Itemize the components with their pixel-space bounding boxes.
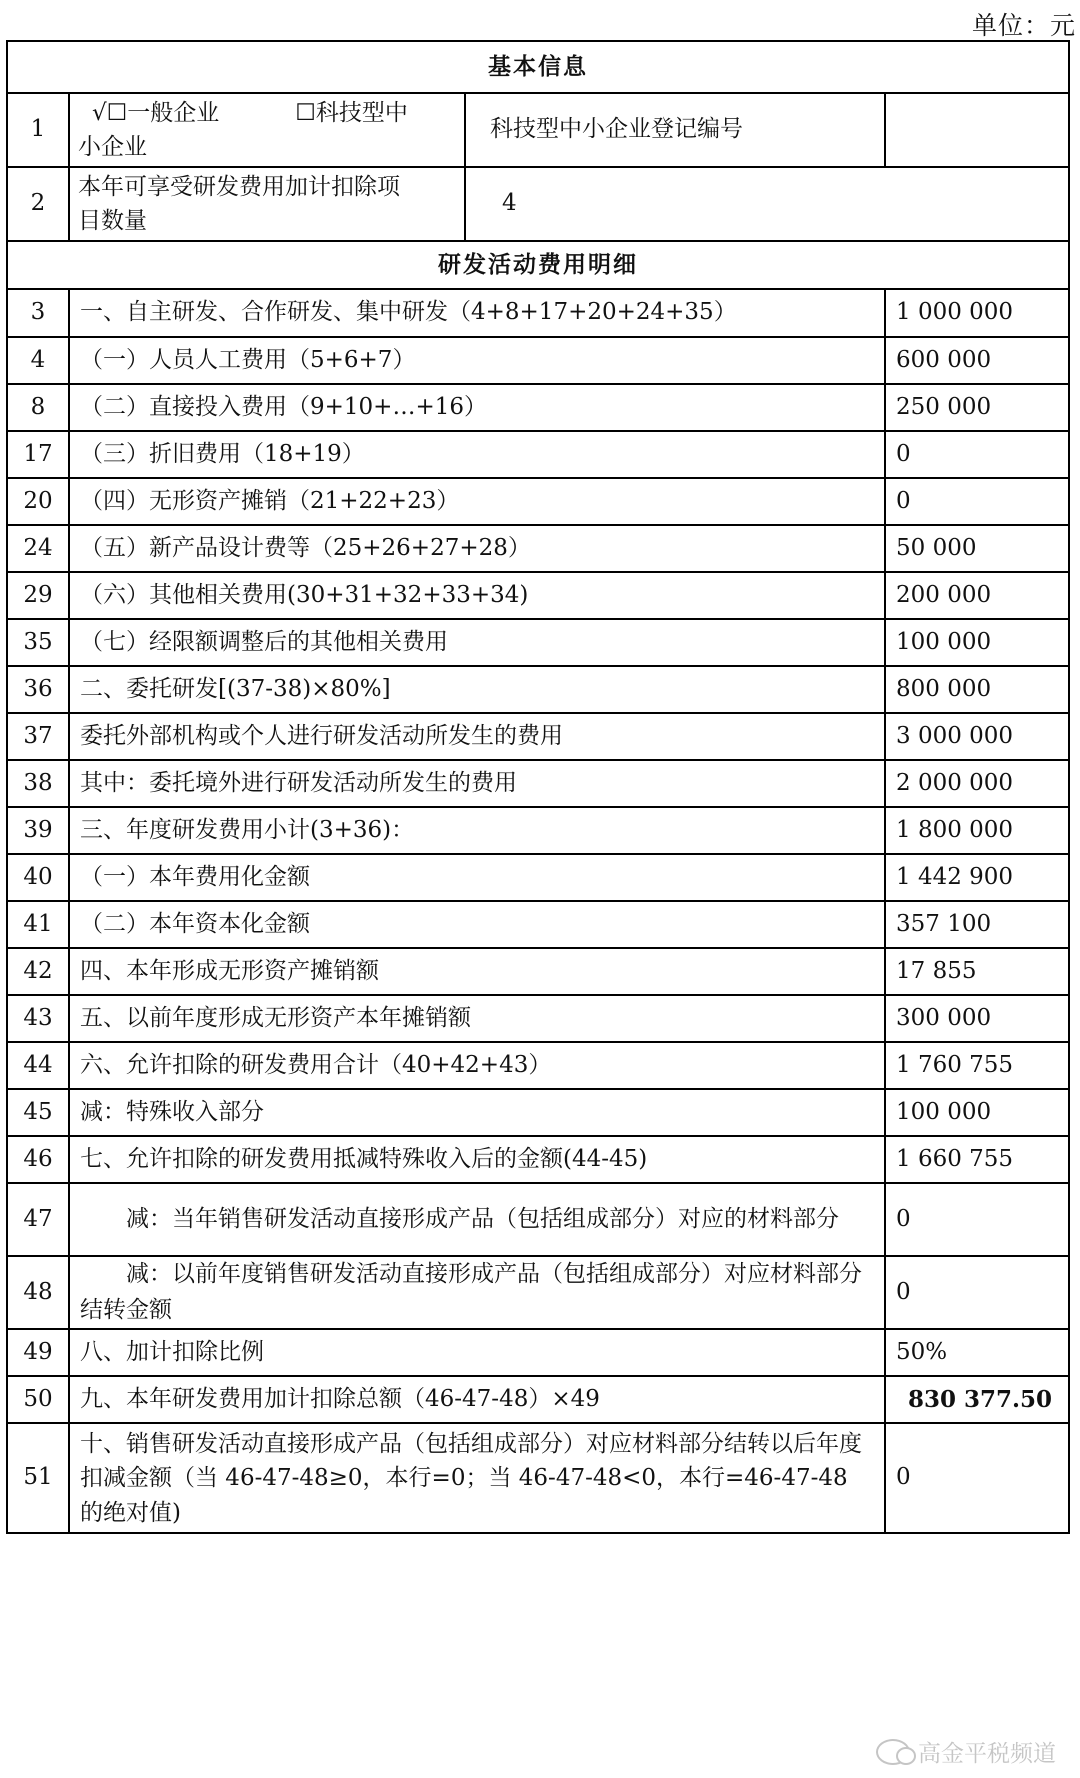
row-number: 1	[7, 93, 69, 167]
row-number: 41	[7, 901, 69, 948]
row-value[interactable]: 200 000	[885, 572, 1069, 619]
row-value[interactable]: 3 000 000	[885, 713, 1069, 760]
row-label: （二）直接投入费用（9+10+…+16）	[69, 384, 885, 431]
row-value[interactable]: 800 000	[885, 666, 1069, 713]
row-label: 二、委托研发[(37-38)×80%]	[69, 666, 885, 713]
row-number: 38	[7, 760, 69, 807]
row-value[interactable]: 1 442 900	[885, 854, 1069, 901]
watermark-text: 高金平税频道	[918, 1741, 1056, 1767]
table-row	[7, 901, 1069, 948]
table-row	[7, 760, 1069, 807]
row-label: 八、加计扣除比例	[69, 1329, 885, 1376]
project-count-label	[69, 167, 465, 241]
section-title: 研发活动费用明细	[7, 241, 1069, 289]
project-count-label-line1: 本年可享受研发费用加计扣除项	[78, 173, 400, 200]
row-number: 8	[7, 384, 69, 431]
row-label: （七）经限额调整后的其他相关费用	[69, 619, 885, 666]
table-row	[7, 995, 1069, 1042]
row-label: 委托外部机构或个人进行研发活动所发生的费用	[69, 713, 885, 760]
table-row	[7, 478, 1069, 525]
row-number: 29	[7, 572, 69, 619]
row-label: （四）无形资产摊销（21+22+23）	[69, 478, 885, 525]
row-number: 50	[7, 1376, 69, 1423]
table-row	[7, 431, 1069, 478]
row-number: 3	[7, 289, 69, 337]
table-row	[7, 1423, 1069, 1533]
table-row	[7, 1183, 1069, 1256]
registration-number-label: 科技型中小企业登记编号	[465, 93, 885, 167]
row-value[interactable]: 600 000	[885, 337, 1069, 384]
row-value[interactable]: 1 000 000	[885, 289, 1069, 337]
row-number: 4	[7, 337, 69, 384]
row-number: 43	[7, 995, 69, 1042]
watermark	[876, 1735, 1056, 1768]
section-rd-expense-detail	[7, 241, 1069, 289]
row-label: （六）其他相关费用(30+31+32+33+34)	[69, 572, 885, 619]
row-number: 39	[7, 807, 69, 854]
table-row	[7, 854, 1069, 901]
row-label: 减：以前年度销售研发活动直接形成产品（包括组成部分）对应材料部分结转金额	[69, 1256, 885, 1329]
row-number: 20	[7, 478, 69, 525]
rd-expense-table	[6, 40, 1070, 1534]
option-tech-sme[interactable]: ☐科技型中	[295, 99, 408, 126]
row-number: 48	[7, 1256, 69, 1329]
table-row	[7, 1376, 1069, 1423]
table-row	[7, 384, 1069, 431]
row-value-total[interactable]: 830 377.50	[885, 1376, 1069, 1423]
project-count-value[interactable]: 4	[465, 167, 1069, 241]
table-row	[7, 167, 1069, 241]
option-general-enterprise[interactable]: √☐一般企业	[92, 99, 220, 126]
row-value[interactable]: 0	[885, 431, 1069, 478]
row-number: 45	[7, 1089, 69, 1136]
row-number: 36	[7, 666, 69, 713]
row-value[interactable]: 1 760 755	[885, 1042, 1069, 1089]
row-label: 十、销售研发活动直接形成产品（包括组成部分）对应材料部分结转以后年度扣减金额（当 46-47-48≥0，本行=0；当 46-47-48<0，本行=46-47-48 的绝对值)	[69, 1423, 885, 1533]
table-row	[7, 666, 1069, 713]
row-value[interactable]: 100 000	[885, 619, 1069, 666]
row-value[interactable]: 0	[885, 1183, 1069, 1256]
row-value[interactable]: 17 855	[885, 948, 1069, 995]
row-label: （三）折旧费用（18+19）	[69, 431, 885, 478]
row-value[interactable]: 357 100	[885, 901, 1069, 948]
table-row	[7, 1256, 1069, 1329]
table-row	[7, 948, 1069, 995]
row-value[interactable]: 0	[885, 1423, 1069, 1533]
row-label: 减：当年销售研发活动直接形成产品（包括组成部分）对应的材料部分	[69, 1183, 885, 1256]
row-label: 五、以前年度形成无形资产本年摊销额	[69, 995, 885, 1042]
row-number: 17	[7, 431, 69, 478]
table-row	[7, 289, 1069, 337]
row-value[interactable]: 0	[885, 478, 1069, 525]
row-value[interactable]: 250 000	[885, 384, 1069, 431]
table-row	[7, 619, 1069, 666]
table-row	[7, 93, 1069, 167]
row-value[interactable]: 100 000	[885, 1089, 1069, 1136]
row-number: 51	[7, 1423, 69, 1533]
row-label: （一）本年费用化金额	[69, 854, 885, 901]
table-row	[7, 1042, 1069, 1089]
row-number: 46	[7, 1136, 69, 1183]
unit-label: 单位：元	[971, 11, 1076, 40]
registration-number-value[interactable]	[885, 93, 1069, 167]
table-row	[7, 1329, 1069, 1376]
section-basic-info	[7, 41, 1069, 93]
row-number: 47	[7, 1183, 69, 1256]
row-number: 2	[7, 167, 69, 241]
table-row	[7, 1089, 1069, 1136]
row-value[interactable]: 50 000	[885, 525, 1069, 572]
project-count-label-line2: 目数量	[78, 208, 147, 234]
row-number: 42	[7, 948, 69, 995]
row-label: 减：特殊收入部分	[69, 1089, 885, 1136]
row-value[interactable]: 2 000 000	[885, 760, 1069, 807]
row-value[interactable]: 1 660 755	[885, 1136, 1069, 1183]
table-row	[7, 807, 1069, 854]
enterprise-type-cell	[69, 93, 465, 167]
row-label: （一）人员人工费用（5+6+7）	[69, 337, 885, 384]
table-row	[7, 1136, 1069, 1183]
table-row	[7, 525, 1069, 572]
row-value[interactable]: 0	[885, 1256, 1069, 1329]
row-label: 其中：委托境外进行研发活动所发生的费用	[69, 760, 885, 807]
row-label: 三、年度研发费用小计(3+36)：	[69, 807, 885, 854]
table-row	[7, 713, 1069, 760]
table-row	[7, 337, 1069, 384]
row-label: 七、允许扣除的研发费用抵减特殊收入后的金额(44-45)	[69, 1136, 885, 1183]
row-label: 一、自主研发、合作研发、集中研发（4+8+17+20+24+35）	[69, 289, 885, 337]
row-label: 九、本年研发费用加计扣除总额（46-47-48）×49	[69, 1376, 885, 1423]
option-tech-sme-cont: 小企业	[78, 134, 147, 160]
row-value[interactable]: 1 800 000	[885, 807, 1069, 854]
section-title: 基本信息	[7, 41, 1069, 93]
row-value[interactable]: 50%	[885, 1329, 1069, 1376]
row-label: （五）新产品设计费等（25+26+27+28）	[69, 525, 885, 572]
row-label: （二）本年资本化金额	[69, 901, 885, 948]
row-number: 49	[7, 1329, 69, 1376]
wechat-icon	[876, 1739, 910, 1765]
row-number: 44	[7, 1042, 69, 1089]
row-value[interactable]: 300 000	[885, 995, 1069, 1042]
row-label: 四、本年形成无形资产摊销额	[69, 948, 885, 995]
row-number: 40	[7, 854, 69, 901]
row-number: 35	[7, 619, 69, 666]
row-number: 24	[7, 525, 69, 572]
row-number: 37	[7, 713, 69, 760]
row-label: 六、允许扣除的研发费用合计（40+42+43）	[69, 1042, 885, 1089]
table-row	[7, 572, 1069, 619]
